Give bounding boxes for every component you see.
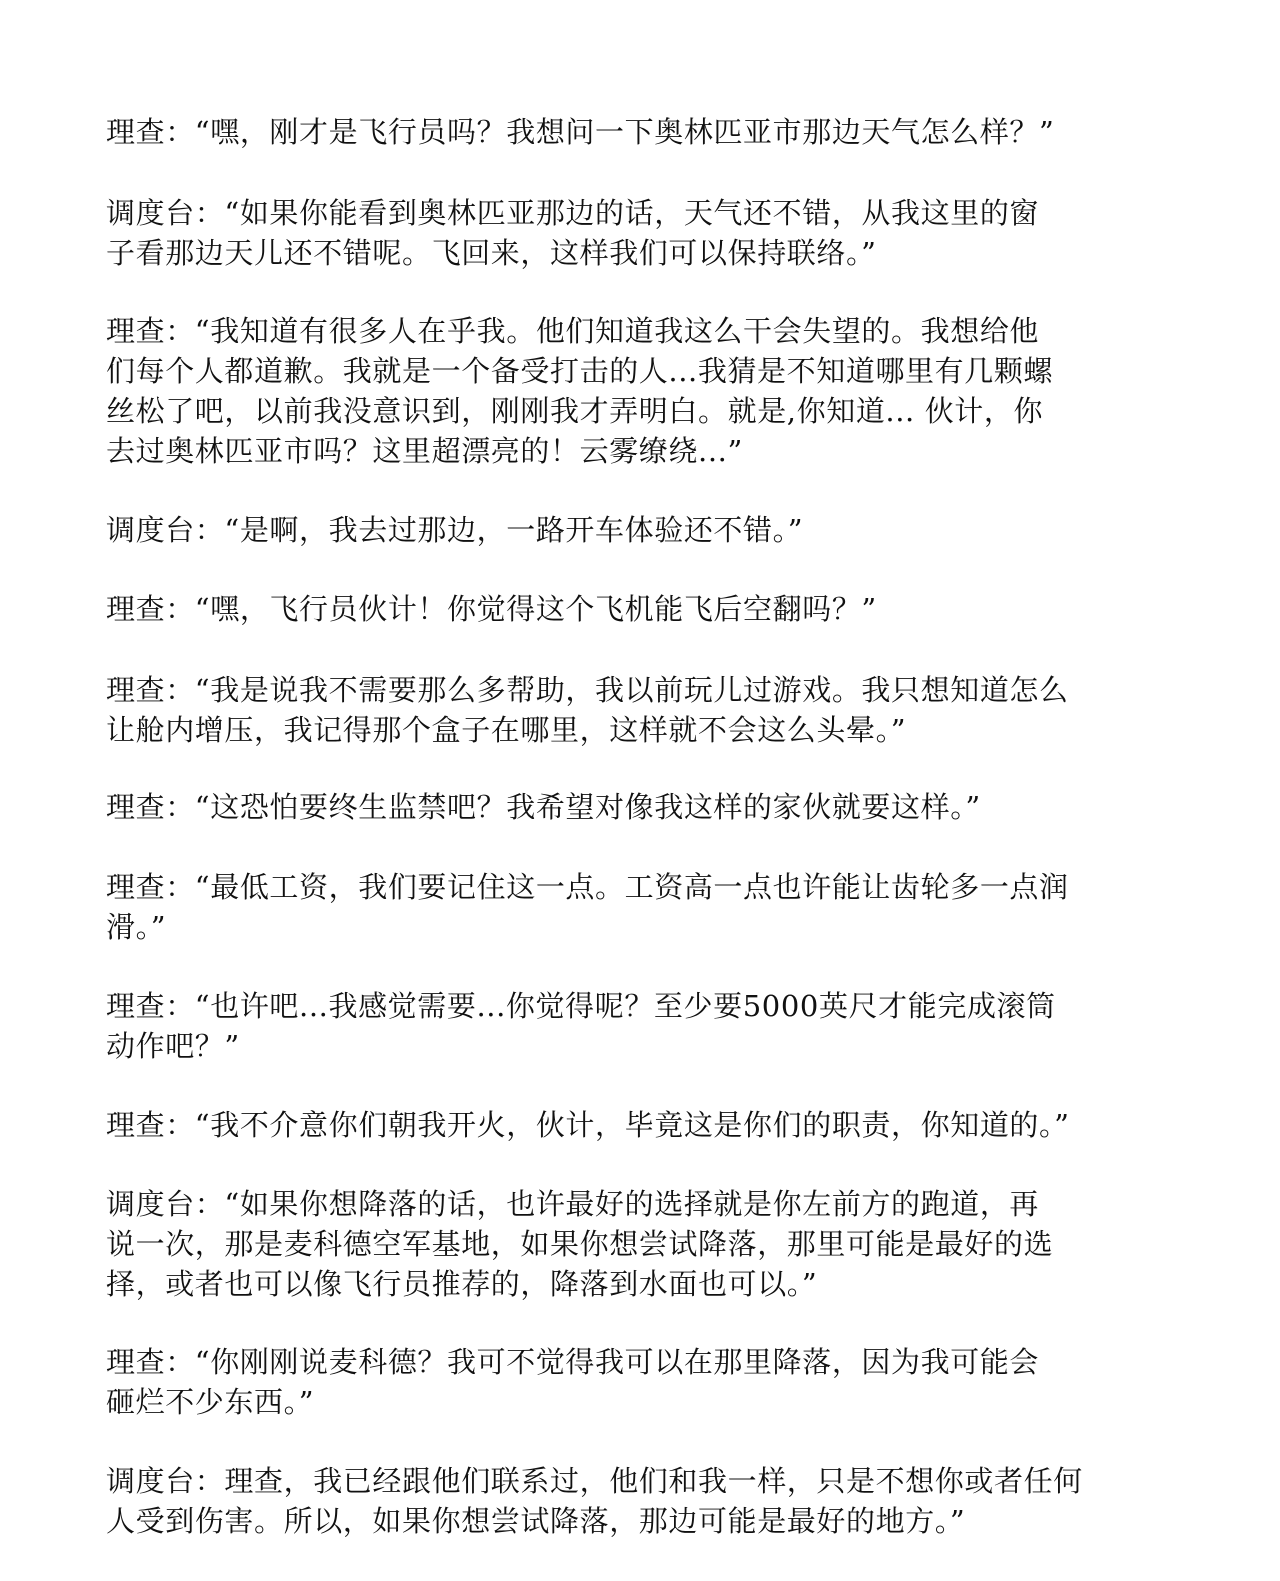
dialogue-line: 让舱内增压，我记得那个盒子在哪里，这样就不会这么头晕。” <box>106 713 907 747</box>
dialogue-paragraph <box>106 986 1166 1066</box>
dialogue-line: 理查：“我是说我不需要那么多帮助，我以前玩儿过游戏。我只想知道怎么 <box>106 673 1069 707</box>
dialogue-paragraph <box>106 1461 1166 1541</box>
dialogue-paragraph <box>106 787 1166 827</box>
dialogue-paragraph <box>106 589 1166 629</box>
dialogue-line: 理查：“这恐怕要终生监禁吧？我希望对像我这样的家伙就要这样。” <box>106 790 981 824</box>
dialogue-line: 子看那边天儿还不错呢。飞回来，这样我们可以保持联络。” <box>106 236 877 270</box>
dialogue-paragraph <box>106 510 1166 550</box>
dialogue-line: 理查：“嘿，刚才是飞行员吗？我想问一下奥林匹亚市那边天气怎么样？” <box>106 115 1055 149</box>
dialogue-line: 理查：“我知道有很多人在乎我。他们知道我这么干会失望的。我想给他 <box>106 314 1040 348</box>
dialogue-line: 说一次，那是麦科德空军基地，如果你想尝试降落，那里可能是最好的选 <box>106 1227 1054 1261</box>
dialogue-line: 择，或者也可以像飞行员推荐的，降落到水面也可以。” <box>106 1267 818 1301</box>
dialogue-line: 动作吧？” <box>106 1029 240 1063</box>
dialogue-line: 理查：“也许吧...我感觉需要...你觉得呢？至少要5000英尺才能完成滚筒 <box>106 989 1056 1023</box>
dialogue-paragraph <box>106 670 1166 750</box>
dialogue-line: 们每个人都道歉。我就是一个备受打击的人...我猜是不知道哪里有几颗螺 <box>106 354 1054 388</box>
dialogue-paragraph <box>106 1184 1166 1304</box>
dialogue-line: 理查：“我不介意你们朝我开火，伙计，毕竟这是你们的职责，你知道的。” <box>106 1108 1070 1142</box>
dialogue-line: 丝松了吧，以前我没意识到，刚刚我才弄明白。就是,你知道... 伙计，你 <box>106 394 1044 428</box>
dialogue-paragraph <box>106 311 1166 471</box>
dialogue-line: 调度台：“如果你能看到奥林匹亚那边的话，天气还不错，从我这里的窗 <box>106 196 1040 230</box>
dialogue-line: 去过奥林匹亚市吗？这里超漂亮的！云雾缭绕...” <box>106 434 743 468</box>
dialogue-line: 调度台：“如果你想降落的话，也许最好的选择就是你左前方的跑道，再 <box>106 1187 1040 1221</box>
dialogue-paragraph <box>106 1342 1166 1422</box>
dialogue-line: 砸烂不少东西。” <box>106 1385 315 1419</box>
dialogue-paragraph <box>106 1105 1166 1145</box>
dialogue-line: 理查：“嘿，飞行员伙计！你觉得这个飞机能飞后空翻吗？” <box>106 592 877 626</box>
dialogue-line: 理查：“最低工资，我们要记住这一点。工资高一点也许能让齿轮多一点润 <box>106 870 1069 904</box>
dialogue-line: 调度台：“是啊，我去过那边，一路开车体验还不错。” <box>106 513 804 547</box>
dialogue-line: 理查：“你刚刚说麦科德？我可不觉得我可以在那里降落，因为我可能会 <box>106 1345 1040 1379</box>
dialogue-line: 调度台：理查，我已经跟他们联系过，他们和我一样，只是不想你或者任何 <box>106 1464 1083 1498</box>
dialogue-paragraph <box>106 193 1166 273</box>
dialogue-paragraph <box>106 112 1166 152</box>
dialogue-paragraph <box>106 867 1166 947</box>
dialogue-line: 人受到伤害。所以，如果你想尝试降落，那边可能是最好的地方。” <box>106 1504 966 1538</box>
dialogue-line: 滑。” <box>106 910 167 944</box>
